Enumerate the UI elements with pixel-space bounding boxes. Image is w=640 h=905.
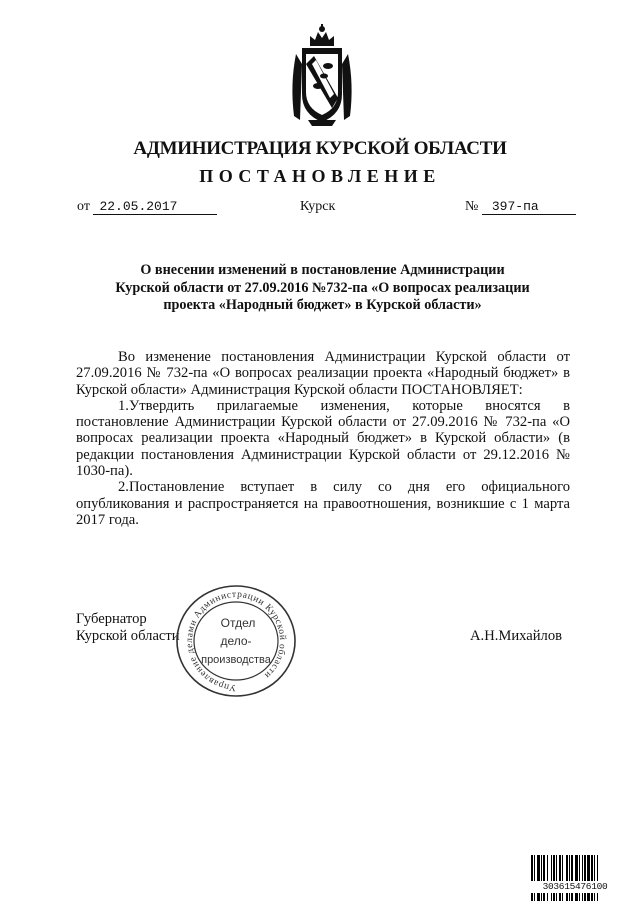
svg-text:производства: производства [201,654,271,666]
number-prefix: № [465,199,479,214]
barcode-bar [569,855,570,901]
date-block [77,199,217,215]
position-line: Курской области [76,627,180,644]
coat-of-arms-emblem [288,24,356,128]
barcode-bar [571,855,573,901]
signatory-position [76,611,180,644]
barcode-bar [575,855,578,901]
body-paragraph: Во изменение постановления Администрации Курской области от 27.09.2016 № 732-па «О вопросах реализации проекта «Народный бюджет» в Курской области» Администрация Курской области ПОСТАНОВЛЯЕТ: [76,349,570,398]
barcode-bar [582,855,583,901]
signatory-name: А.Н.Михайлов [470,628,563,644]
barcode-bar [579,855,580,901]
body-paragraph: 2.Постановление вступает в силу со дня его официального опубликования и распространяется на правоотношения, возникшие с 1 марта 2017 года. [76,479,570,528]
barcode-bar [537,855,540,901]
number-block [465,199,576,215]
barcode-bar [562,855,563,901]
organization-name: АДМИНИСТРАЦИЯ КУРСКОЙ ОБЛАСТИ [133,138,507,159]
svg-text:Отдел: Отдел [220,616,256,630]
document-title [95,262,550,315]
title-line: проекта «Народный бюджет» в Курской области» [163,297,482,313]
document-city: Курск [300,199,336,214]
barcode-bar [547,855,548,901]
barcode-number: 303615476100 [530,881,620,893]
barcode-bar [551,855,552,901]
date-prefix: от [77,199,90,214]
document-date: 22.05.2017 [93,199,217,215]
barcode-bar [584,855,586,901]
barcode-bar [597,855,598,901]
office-stamp [172,582,300,700]
svg-text:Управление делами Администраци: Управление делами Администрации Курской области [184,589,288,693]
barcode-bar [543,855,545,901]
barcode-bar [541,855,542,901]
body-paragraph: 1.Утвердить прилагаемые изменения, которые вносятся в постановление Администрации Курской области от 27.09.2016 № 732-па «О вопросах реализации проекта «Народный бюджет» в Курской области» (в редакции постановления Администрации Курской области от 29.12.2016 № 1030-па). [76,397,570,480]
position-line: Губернатор [76,611,147,627]
barcode-bar [531,855,533,901]
barcode-bar [553,855,555,901]
title-line: О внесении изменений в постановление Администрации [140,262,505,278]
document-type: ПОСТАНОВЛЕНИЕ [199,166,441,186]
document-body [76,349,570,528]
barcode-bar [534,855,535,901]
barcode-bar [591,855,593,901]
barcode-bar [556,855,557,901]
barcode-bar [587,855,590,901]
barcode-bar [559,855,561,901]
document-number: 397-па [482,199,576,215]
svg-text:дело-: дело- [220,634,252,648]
barcode [530,855,620,901]
barcode-bar [594,855,595,901]
barcode-bar [566,855,568,901]
title-line: Курской области от 27.09.2016 №732-па «О вопросах реализации [115,279,530,296]
